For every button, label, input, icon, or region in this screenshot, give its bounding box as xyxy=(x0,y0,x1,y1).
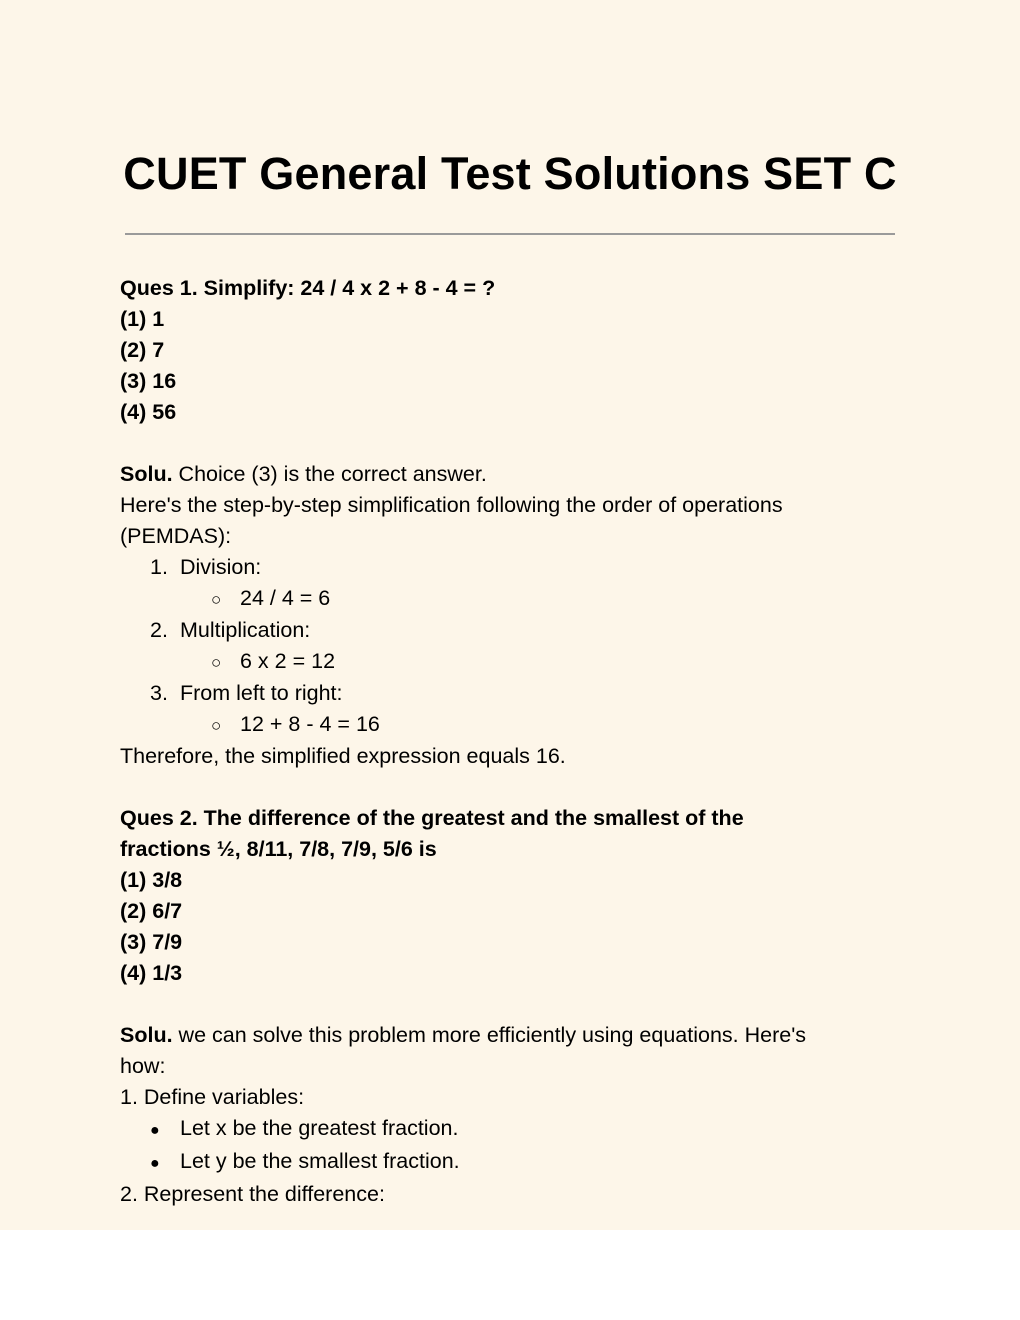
q1-intro-cont: (PEMDAS): xyxy=(120,524,232,548)
solution-text: we can solve this problem more efficiently using equations. Here's xyxy=(172,1023,807,1047)
q2-step-1: 1. Define variables: xyxy=(120,1085,305,1109)
solution-label: Solu. xyxy=(120,1023,173,1047)
q1-conclusion: Therefore, the simplified expression equals 16. xyxy=(120,744,566,768)
circle-bullet-icon: ○ xyxy=(211,716,222,735)
q1-step: 2. Multiplication: xyxy=(150,618,311,642)
solution-answer: Choice (3) is the correct answer. xyxy=(172,462,487,486)
q2-option: (3) 7/9 xyxy=(120,930,183,954)
page-title: CUET General Test Solutions SET C xyxy=(123,148,897,199)
q2-step-2: 2. Represent the difference: xyxy=(120,1182,385,1206)
question-1: Ques 1. Simplify: 24 / 4 x 2 + 8 - 4 = ? xyxy=(120,276,496,300)
q2-option: (2) 6/7 xyxy=(120,899,183,923)
question-2: Ques 2. The difference of the greatest and the smallest of the xyxy=(120,806,744,830)
question-2-cont: fractions ½, 8/11, 7/8, 7/9, 5/6 is xyxy=(120,837,437,861)
q1-solution xyxy=(120,459,900,490)
circle-bullet-icon: ○ xyxy=(211,590,222,609)
q1-step-detail: ○ 6 x 2 = 12 xyxy=(120,646,900,678)
q1-intro: Here's the step-by-step simplification following the order of operations xyxy=(120,493,783,517)
q1-step: 1. Division: xyxy=(150,555,262,579)
q1-option: (4) 56 xyxy=(120,400,177,424)
q1-option: (3) 16 xyxy=(120,369,177,393)
q1-option: (2) 7 xyxy=(120,338,165,362)
circle-bullet-icon: ○ xyxy=(211,653,222,672)
q2-option: (1) 3/8 xyxy=(120,868,183,892)
q1-step-detail: ○ 24 / 4 = 6 xyxy=(120,583,900,615)
solution-label: Solu. xyxy=(120,462,173,486)
bullet-icon: ● xyxy=(150,1122,160,1139)
q2-solution-cont: how: xyxy=(120,1054,166,1078)
title-divider xyxy=(125,233,895,235)
q1-step-detail: ○ 12 + 8 - 4 = 16 xyxy=(120,709,900,741)
q2-bullet-item: ● Let y be the smallest fraction. xyxy=(120,1146,900,1179)
bullet-icon: ● xyxy=(150,1155,160,1172)
q1-option: (1) 1 xyxy=(120,307,165,331)
q1-step: 3. From left to right: xyxy=(150,681,343,705)
q2-bullet-item: ● Let x be the greatest fraction. xyxy=(120,1113,900,1146)
document-body xyxy=(120,273,900,1210)
q2-solution xyxy=(120,1020,900,1051)
q2-option: (4) 1/3 xyxy=(120,961,183,985)
